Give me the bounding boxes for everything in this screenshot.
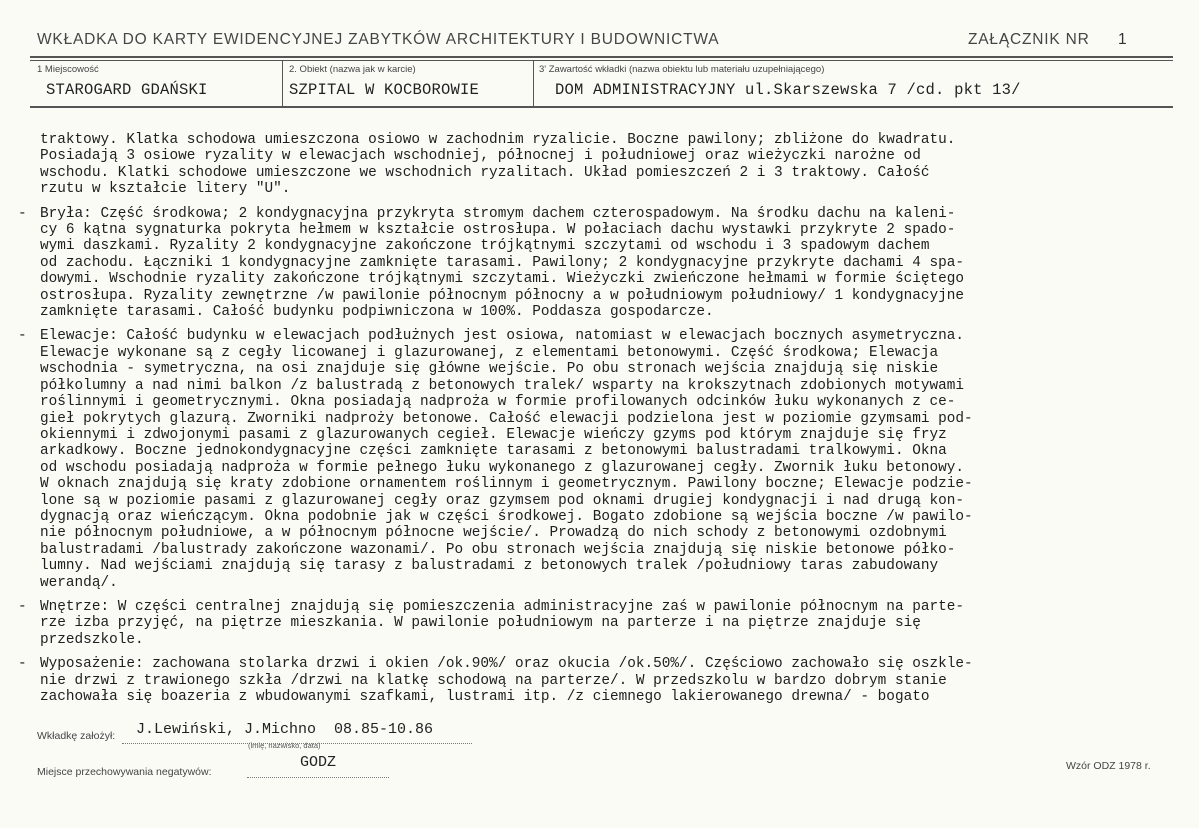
- storage-dotted-line: [247, 777, 389, 778]
- text-line: cy 6 kątna sygnaturka pokryta hełmem w kształcie ostrosłupa. W połaciach dachu wystawki przykryte 2 spado-: [40, 222, 956, 239]
- text-line: rze izba przyjęć, na piętrze mieszkania. W pawilonie południowym na parterze i na piętrze znajduje się: [40, 615, 921, 632]
- author-value: J.Lewiński, J.Michno 08.85-10.86: [136, 721, 434, 738]
- author-label: Wkładkę założył:: [37, 730, 116, 742]
- card-title: WKŁADKA DO KARTY EWIDENCYJNEJ ZABYTKÓW ARCHITEKTURY I BUDOWNICTWA: [37, 31, 720, 48]
- text-line: traktowy. Klatka schodowa umieszczona osiowo w zachodnim ryzalicie. Boczne pawilony; zbliżone do kwadratu.: [40, 132, 956, 148]
- text-line: lone są w poziomie pasami z glazurowanej cegły oraz gzymsem pod oknami drugiej kondygnacji i nad drugą kon-: [40, 492, 965, 509]
- text-line: dygnacją oraz wieńczącym. Okna podobnie jak w części środkowej. Bogato zdobione są wejścia boczne /w pawilo-: [40, 508, 973, 525]
- text-line: okiennymi i zdwojonymi pasami z glazurowanych cegieł. Elewacje wieńczy gzyms pod którym znajduje się fryz: [40, 426, 947, 443]
- text-line: ostrosłupa. Ryzality zewnętrzne /w pawilonie północnym północny a w południowym południowy/ 1 kondygnacyjne: [40, 287, 965, 304]
- text-line: wymi daszkami. Ryzality 2 kondygnacyjne zakończone trójkątnymi szczytami od wschodu i 3 spadowym dachem: [40, 238, 930, 255]
- text-line: przedszkole.: [40, 631, 144, 648]
- text-line: wschodnia - symetryczna, na osi znajduje się główne wejście. Po obu stronach wejścia znajdują się niskie: [40, 361, 939, 378]
- text-line: półkolumny a nad nimi balkon /z balustradą z betonowych tralek/ wsparty na krokszytnach zdobionych motywami: [40, 377, 965, 394]
- storage-value: GODZ: [300, 754, 337, 771]
- text-line: Bryła: Część środkowa; 2 kondygnacyjna przykryta stromym dachem czterospadowym. Na środku dachu na kaleni-: [40, 205, 956, 222]
- header-top-rule: [30, 56, 1173, 58]
- object-label: 2. Obiekt (nazwa jak w karcie): [289, 64, 416, 75]
- description-body: [18, 132, 1180, 705]
- text-line: wschodu. Klatki schodowe umieszczone we wschodnich ryzalitach. Układ pomieszczeń 2 i 3 traktowy. Całość: [40, 164, 930, 181]
- bullet-dash: -: [18, 598, 27, 615]
- content-label: 3' Zawartość wkładki (nazwa obiektu lub materiału uzupełniającego): [539, 64, 825, 75]
- text-line: Wnętrze: W części centralnej znajdują się pomieszczenia administracyjne zaś w pawilonie północnym na parte-: [40, 598, 965, 615]
- text-line: Wyposażenie: zachowana stolarka drzwi i okien /ok.90%/ oraz okucia /ok.50%/. Częściowo zachowało się oszkle-: [40, 656, 973, 673]
- paragraph-intro: [40, 132, 1180, 198]
- text-line: roślinnymi i geometrycznymi. Okna posiadają nadproża w formie profilowanych odcinków łuku wykonanych z ce-: [40, 394, 956, 411]
- text-line: Elewacje wykonane są z cegły licowanej i glazurowanej, z elementami betonowymi. Część środkowa; Elewacja: [40, 344, 939, 361]
- text-line: gieł pokrytych glazurą. Zworniki nadproży betonowe. Całość elewacji podzielona jest w poziomie gzymsami pod-: [40, 410, 973, 427]
- text-line: nie północnym południowe, a w północnym północne wejście/. Prowadzą do nich schody z betonowymi ozdobnymi: [40, 525, 947, 542]
- locality-value: STAROGARD GDAŃSKI: [46, 81, 208, 99]
- header-second-rule: [30, 60, 1173, 61]
- paragraph-bryla: [18, 205, 1180, 321]
- field-divider-1: [282, 60, 283, 106]
- text-line: arkadkowy. Boczne jednokondygnacyjne części zamknięte tarasami z betonowymi balustradami tralkowymi. Okna: [40, 443, 947, 460]
- content-value: DOM ADMINISTRACYJNY ul.Skarszewska 7 /cd. pkt 13/: [555, 81, 1021, 99]
- field-divider-2: [533, 60, 534, 106]
- storage-label: Miejsce przechowywania negatywów:: [37, 766, 212, 778]
- form-id: Wzór ODZ 1978 r.: [1066, 760, 1151, 772]
- text-line: Posiadają 3 osiowe ryzality w elewacjach wschodniej, północnej i południowej oraz wieżyczki narożne od: [40, 148, 921, 165]
- text-line: balustradami /balustrady zakończone wazonami/. Po obu stronach wejścia znajdują się niskie betonowe półko-: [40, 541, 956, 558]
- fields-bottom-rule: [30, 106, 1173, 108]
- text-line: zachowała się boazeria z wbudowanymi szafkami, lustrami itp. /z ciemnego lakierowanego drewna/ - bogato: [40, 689, 930, 705]
- text-line: lumny. Nad wejściami znajdują się tarasy z balustradami z betonowych tralek /południowy taras zabudowany: [40, 558, 939, 575]
- bullet-dash: -: [18, 656, 27, 673]
- attachment-number: 1: [1118, 31, 1127, 48]
- paragraph-wnetrze: [18, 598, 1180, 648]
- locality-label: 1 Miejscowość: [37, 64, 99, 75]
- text-line: Elewacje: Całość budynku w elewacjach podłużnych jest osiowa, natomiast w elewacjach bocznych asymetryczna.: [40, 328, 965, 345]
- text-line: nie drzwi z trawionego szkła /drzwi na klatkę schodową na parterze/. W przedszkolu w bardzo dobrym stanie: [40, 672, 947, 689]
- bullet-dash: -: [18, 205, 27, 222]
- bullet-dash: -: [18, 328, 27, 345]
- paragraph-elewacje: [18, 328, 1180, 591]
- author-caption: (imię, nazwisko, data): [248, 741, 321, 750]
- text-line: rzutu w kształcie litery "U".: [40, 181, 291, 198]
- attachment-label: ZAŁĄCZNIK NR: [968, 31, 1090, 48]
- text-line: od wschodu posiadają nadproża w formie pełnego łuku wykonanego z glazurowanej cegły. Zwornik łuku betonowy.: [40, 459, 965, 476]
- text-line: dowymi. Wschodnie ryzality zakończone trójkątnymi szczytami. Wieżyczki zwieńczone hełmami w formie ściętego: [40, 271, 965, 288]
- object-value: SZPITAL W KOCBOROWIE: [289, 81, 480, 99]
- paragraph-wyposazenie: [18, 656, 1180, 705]
- text-line: zamknięte tarasami. Całość budynku podpiwniczona w 100%. Poddasza gospodarcze.: [40, 304, 714, 321]
- text-line: W oknach znajdują się kraty zdobione ornamentem roślinnym i geometrycznym. Pawilony boczne; Elewacje podzie-: [40, 476, 973, 493]
- text-line: werandą/.: [40, 574, 118, 591]
- text-line: od zachodu. Łączniki 1 kondygnacyjne zamknięte tarasami. Pawilony; 2 kondygnacyjne przykryte dachami 4 spa-: [40, 254, 965, 271]
